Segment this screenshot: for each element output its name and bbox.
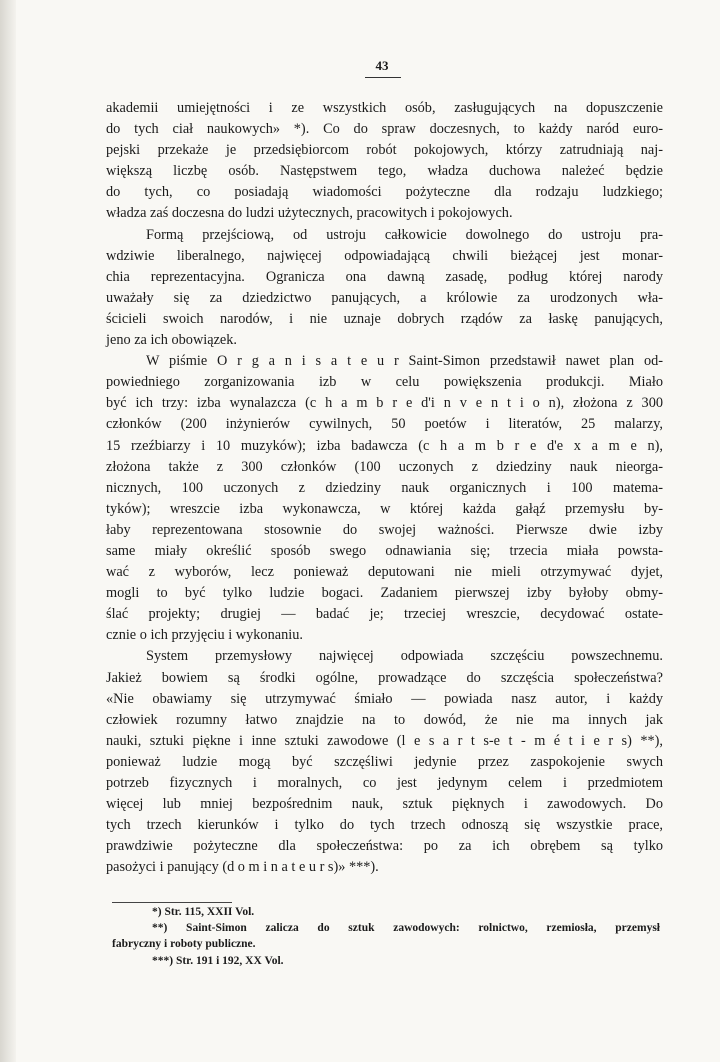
text-line: pejski przekaże je przedsiębiorcom robót pokojowych, którzy zatrudniają naj- xyxy=(106,142,663,159)
text-line: być ich trzy: izba wynalazcza (c h a m b r e d'i n v e n t i o n), złożona z 300 xyxy=(106,395,663,412)
text-line: W piśmie O r g a n i s a t e u r Saint-Simon przedstawił nawet plan od- xyxy=(146,353,663,370)
text-line: akademii umiejętności i ze wszystkich osób, zasługujących na dopuszczenie xyxy=(106,100,663,116)
paragraph xyxy=(106,225,663,352)
text-line: ponieważ ludzie mogą być szczęśliwi jedynie przez zaspokojenie swych xyxy=(106,753,663,770)
paragraph xyxy=(106,351,663,646)
text-line: tych trzech kierunków i tylko do tych trzech odnoszą się wszystkie prace, xyxy=(106,817,663,834)
text-line: złożona także z 300 członków (100 uczonych z dziedziny nauk nieorga- xyxy=(106,458,663,475)
text-line: cznie o ich przyjęciu i wykonaniu. xyxy=(106,627,303,644)
text-line: do tych ciał naukowych» *). Co do spraw doczesnych, to każdy naród euro- xyxy=(106,121,663,138)
text-line: potrzeb fizycznych i moralnych, co jest jedynym celem i przedmiotem xyxy=(106,775,663,791)
text-line: ścicieli swoich narodów, i nie uznaje dobrych rządów za łaskę panujących, xyxy=(106,310,663,327)
text-line: mogli to być tylko ludzie bogaci. Zadaniem pierwszej izby byłoby obmy- xyxy=(106,585,663,602)
text-line: System przemysłowy najwięcej odpowiada szczęściu powszechnemu. xyxy=(146,648,663,665)
page-number-rule xyxy=(365,77,401,78)
body-text xyxy=(106,98,663,878)
text-line: wdziwie liberalnego, najwięcej odpowiadającą chwili bieżącej jest monar- xyxy=(106,247,663,264)
text-line: «Nie obawiamy się utrzymywać śmiało — powiada nasz autor, i każdy xyxy=(106,690,663,707)
text-line: władza zaś doczesna do ludzi użytecznych, pracowitych i pokojowych. xyxy=(106,205,513,222)
binding-shadow xyxy=(0,0,16,1062)
footnote-line: *) Str. 115, XXII Vol. xyxy=(152,906,255,918)
text-line: nicznych, 100 uczonych z dziedziny nauk organicznych i 100 matema- xyxy=(106,479,663,496)
text-line: łaby reprezentowana stosownie do swojej ważności. Pierwsze dwie izby xyxy=(106,521,663,538)
text-line: tyków); wreszcie izba wykonawcza, w której każda gałąź przemysłu by- xyxy=(106,500,663,517)
text-line: członków (200 inżynierów cywilnych, 50 poetów i literatów, 25 malarzy, xyxy=(106,416,663,433)
footnote-line: **) Saint-Simon zalicza do sztuk zawodowych: rolnictwo, rzemiosła, przemysł xyxy=(152,922,660,935)
text-line: wać z wyborów, lecz ponieważ deputowani nie mieli otrzymywać dyjet, xyxy=(106,564,663,581)
text-line: jeno za ich obowiązek. xyxy=(106,332,237,349)
text-line: większą liczbę osób. Następstwem tego, władza duchowa należeć będzie xyxy=(106,163,663,180)
text-line: prawdziwie pożyteczne dla społeczeństwa: po za ich obrębem są tylko xyxy=(106,838,663,855)
text-line: Jakież bowiem są środki ogólne, prowadzące do szczęścia społeczeństwa? xyxy=(106,669,663,686)
footnotes xyxy=(112,904,660,969)
text-line: powiedniego zorganizowania izb w celu powiększenia produkcji. Miało xyxy=(106,374,663,391)
page-number: 43 xyxy=(375,58,389,73)
text-line: ślać projekty; drugiej — badać je; trzeciej wreszcie, decydować ostate- xyxy=(106,606,663,623)
text-line: chia reprezentacyjna. Ogranicza ona dawną zasadę, podług której narody xyxy=(106,268,663,285)
text-line: pasożyci i panujący (d o m i n a t e u r s)» ***). xyxy=(106,859,379,876)
footnote-line: fabryczny i roboty publiczne. xyxy=(112,938,256,951)
footnote-line: ***) Str. 191 i 192, XX Vol. xyxy=(152,954,284,967)
text-line: 15 rzeźbiarzy i 10 muzyków); izba badawcza (c h a m b r e d'e x a m e n), xyxy=(106,437,663,454)
text-line: człowiek rozumny łatwo znajdzie na to dowód, że nie ma innych jak xyxy=(106,711,663,728)
paragraph xyxy=(106,98,663,225)
text-line: Formą przejściową, od ustroju całkowicie dowolnego do ustroju pra- xyxy=(146,226,663,243)
text-line: do tych, co posiadają wiadomości pożyteczne dla rodzaju ludzkiego; xyxy=(106,184,663,201)
text-line: same miały określić sposób swego odnawiania się; trzecia miała powsta- xyxy=(106,542,663,559)
text-line: nauki, sztuki piękne i inne sztuki zawodowe (l e s a r t s-e t - m é t i e r s) **), xyxy=(106,732,663,749)
footnote-rule xyxy=(112,902,232,903)
text-line: więcej lub mniej bezpośrednim nauk, sztuk pięknych i zawodowych. Do xyxy=(106,796,663,813)
paragraph xyxy=(106,646,663,878)
text-line: uważały się za dziedzictwo panujących, a królowie za urodzonych wła- xyxy=(106,289,663,306)
